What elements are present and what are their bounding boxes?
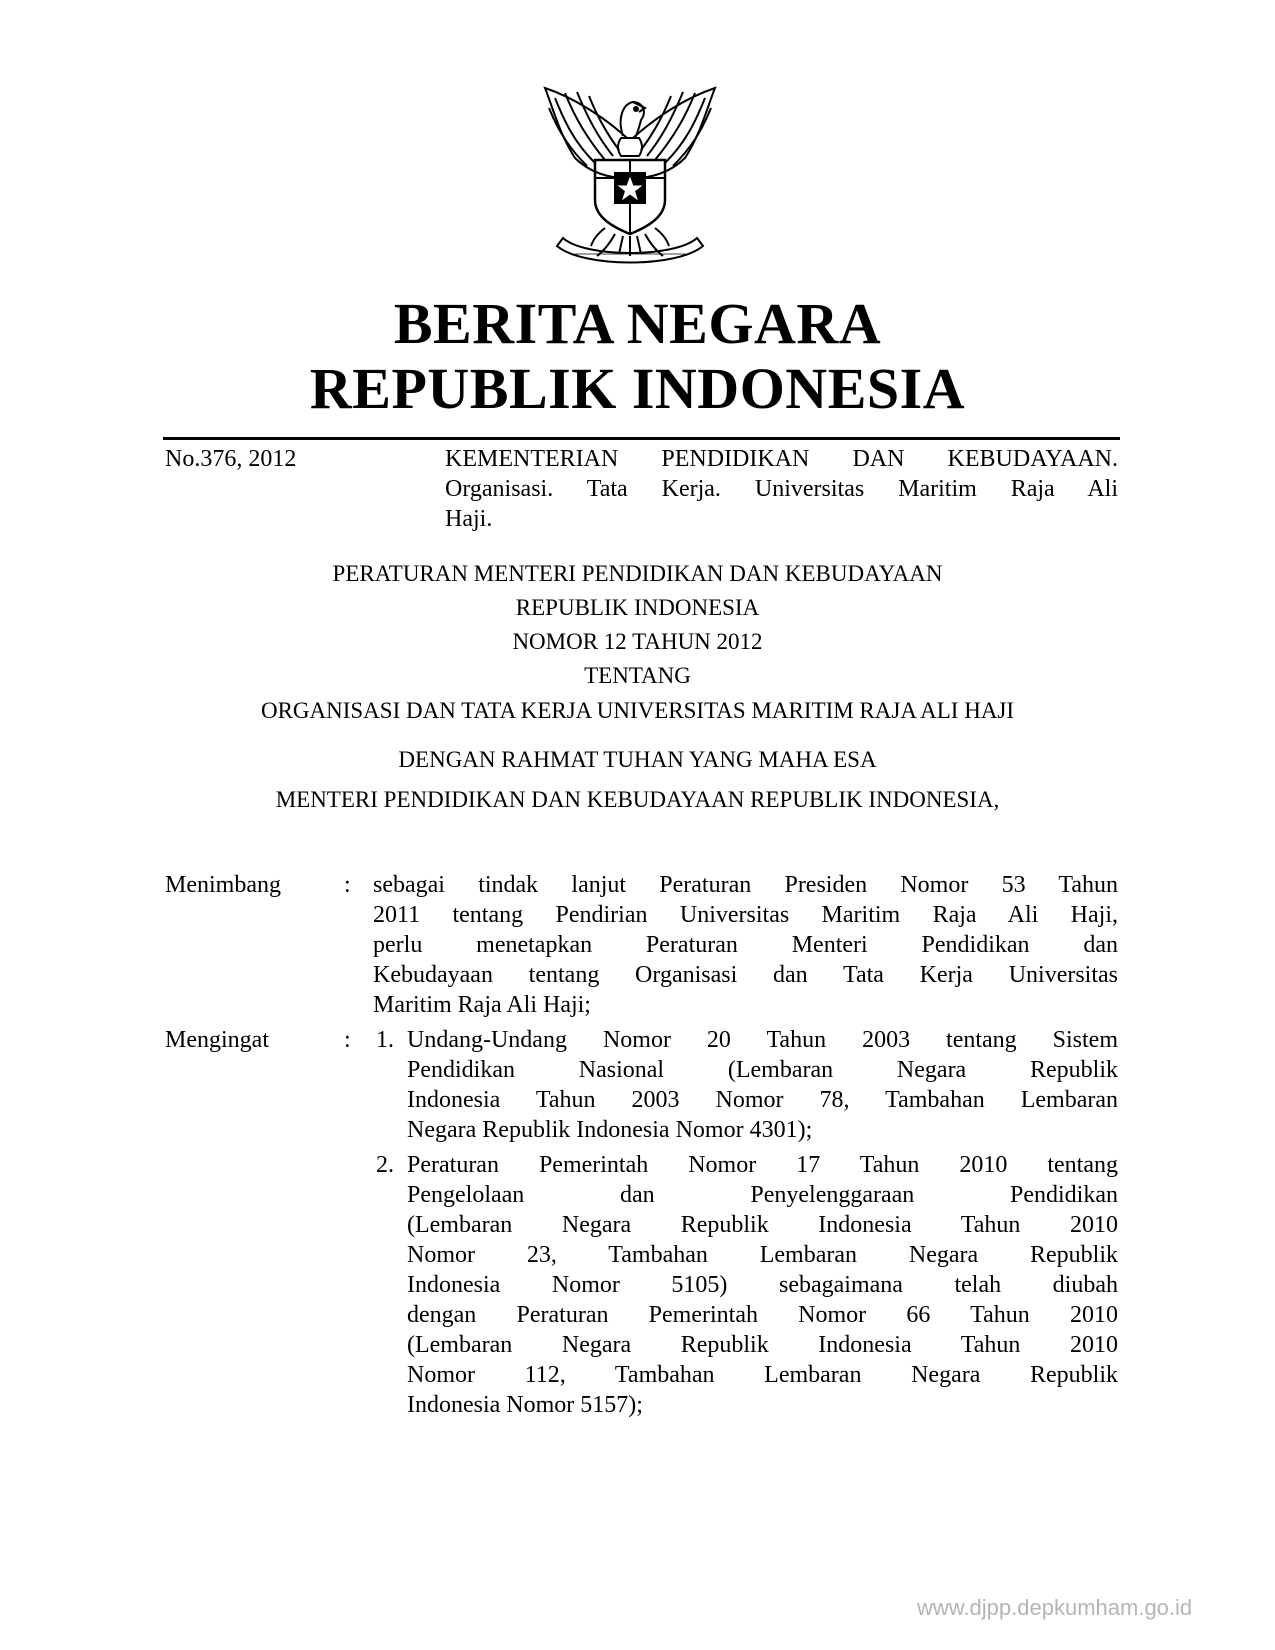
mengingat-item-line: Peraturan Pemerintah Nomor 17 Tahun 2010 tentang xyxy=(407,1152,1118,1178)
regulation-country: REPUBLIK INDONESIA xyxy=(515,595,760,620)
menimbang-label: Menimbang xyxy=(165,872,281,898)
menimbang-line: sebagai tindak lanjut Peraturan Presiden Nomor 53 Tahun xyxy=(373,872,1118,898)
regulation-issuer: MENTERI PENDIDIKAN DAN KEBUDAYAAN REPUBLIK INDONESIA, xyxy=(275,787,1000,812)
mengingat-item-line: Indonesia Tahun 2003 Nomor 78, Tambahan Lembaran xyxy=(407,1087,1118,1113)
mengingat-colon: : xyxy=(344,1027,351,1053)
mengingat-item-line: Nomor 23, Tambahan Lembaran Negara Republik xyxy=(407,1242,1118,1268)
mengingat-item-text xyxy=(407,1025,1118,1145)
issue-subject-line: KEMENTERIAN PENDIDIKAN DAN KEBUDAYAAN. xyxy=(445,446,1118,472)
menimbang-line: 2011 tentang Pendirian Universitas Maritim Raja Ali Haji, xyxy=(373,902,1118,928)
mengingat-item-line: dengan Peraturan Pemerintah Nomor 66 Tahun 2010 xyxy=(407,1302,1118,1328)
header-divider xyxy=(163,437,1120,440)
issue-subject xyxy=(445,444,1118,534)
menimbang-text xyxy=(373,870,1118,1020)
mengingat-item-line: Undang-Undang Nomor 20 Tahun 2003 tentang Sistem xyxy=(407,1027,1118,1053)
menimbang-colon: : xyxy=(344,872,351,898)
mengingat-item-number: 2. xyxy=(376,1152,394,1178)
mengingat-item-line: Negara Republik Indonesia Nomor 4301); xyxy=(407,1117,813,1143)
mengingat-item-line: Pendidikan Nasional (Lembaran Negara Republik xyxy=(407,1057,1118,1083)
menimbang-line: Maritim Raja Ali Haji; xyxy=(373,992,591,1018)
regulation-number: NOMOR 12 TAHUN 2012 xyxy=(512,629,763,654)
menimbang-line: Kebudayaan tentang Organisasi dan Tata Kerja Universitas xyxy=(373,962,1118,988)
regulation-invocation: DENGAN RAHMAT TUHAN YANG MAHA ESA xyxy=(398,747,877,772)
mengingat-item-line: Nomor 112, Tambahan Lembaran Negara Republik xyxy=(407,1362,1118,1388)
mengingat-label: Mengingat xyxy=(165,1027,269,1053)
mengingat-item-line: (Lembaran Negara Republik Indonesia Tahun 2010 xyxy=(407,1332,1118,1358)
mengingat-item-text xyxy=(407,1150,1118,1420)
document-subtitle: REPUBLIK INDONESIA xyxy=(309,356,966,421)
regulation-title: PERATURAN MENTERI PENDIDIKAN DAN KEBUDAYAAN xyxy=(332,561,943,586)
mengingat-item-line: (Lembaran Negara Republik Indonesia Tahun 2010 xyxy=(407,1212,1118,1238)
issue-subject-line: Organisasi. Tata Kerja. Universitas Maritim Raja Ali xyxy=(445,476,1118,502)
regulation-tentang: TENTANG xyxy=(584,663,691,688)
issue-number: No.376, 2012 xyxy=(165,446,297,472)
mengingat-item-line: Indonesia Nomor 5105) sebagaimana telah diubah xyxy=(407,1272,1118,1298)
footer-watermark-url[interactable]: www.djpp.depkumham.go.id xyxy=(917,1595,1193,1620)
garuda-pancasila-emblem-icon xyxy=(535,78,725,273)
issue-subject-line: Haji. xyxy=(445,506,493,532)
mengingat-item-line: Indonesia Nomor 5157); xyxy=(407,1392,643,1418)
menimbang-line: perlu menetapkan Peraturan Menteri Pendidikan dan xyxy=(373,932,1118,958)
mengingat-item-line: Pengelolaan dan Penyelenggaraan Pendidikan xyxy=(407,1182,1118,1208)
mengingat-item-number: 1. xyxy=(376,1027,394,1053)
document-title: BERITA NEGARA xyxy=(393,291,882,356)
regulation-subject: ORGANISASI DAN TATA KERJA UNIVERSITAS MARITIM RAJA ALI HAJI xyxy=(260,698,1015,723)
